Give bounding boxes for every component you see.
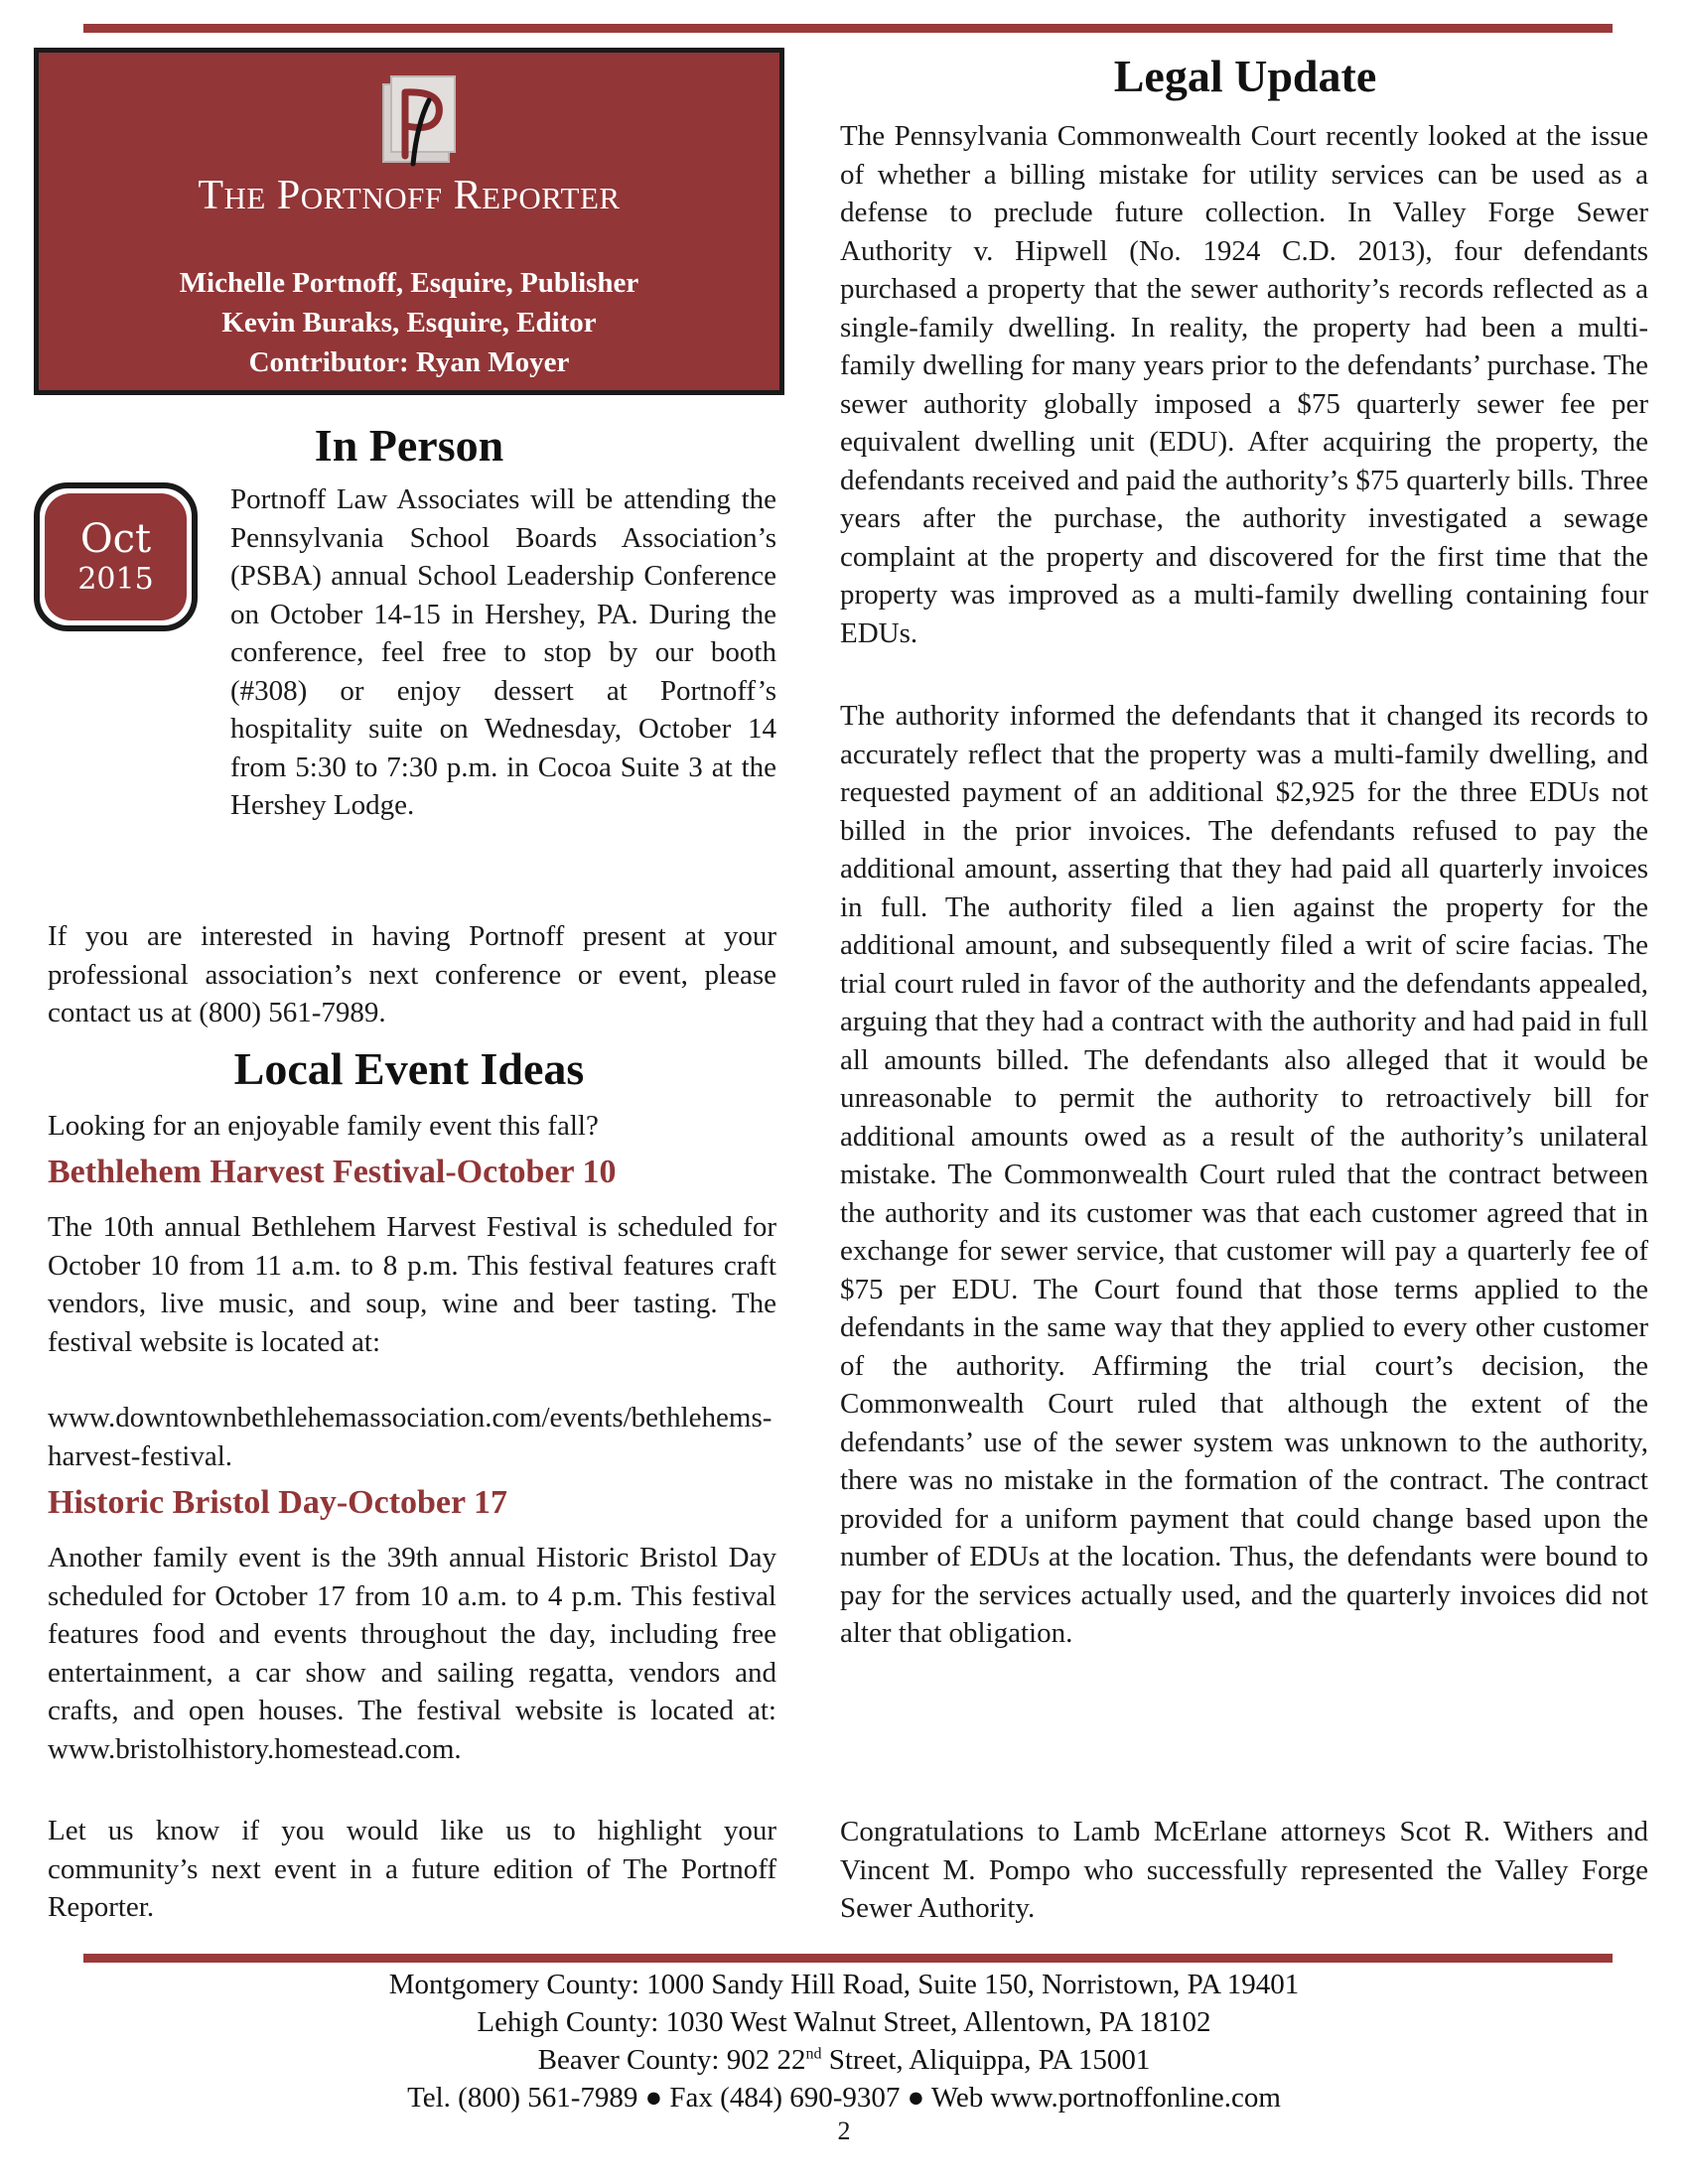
footer-beaver: Beaver County: 902 22nd Street, Aliquippa, PA 15001 [537,2044,1151,2076]
in-person-body: Portnoff Law Associates will be attending the Pennsylvania School Boards Association’s (PSBA) annual School Leadership Conference on October 14-15 in Hershey, PA. During the conference, feel free to stop by our booth (#308) or enjoy dessert at Portnoff’s hospitality suite on Wednesday, October 14 from 5:30 to 7:30 p.m. in Cocoa Suite 3 at the Hershey Lodge. [230,483,776,821]
footer-contact: Tel. (800) 561-7989 ● Fax (484) 690-9307 ● Web www.portnoffonline.com [407,2082,1281,2114]
date-badge [34,482,198,631]
legal-para-2: The authority informed the defendants that it changed its records to accurately reflect that the property was a multi-family dwelling, and requested payment of an additional $2,925 for the three EDUs not billed in the prior invoices. The defendants refused to pay the additional amount, asserting that they had paid all quarterly invoices in full. The authority filed a lien against the property for the additional amount, and subsequently filed a writ of scire facias. The trial court ruled in favor of the authority and the defendants appealed, arguing that they had a contract with the authority and had paid in full all amounts billed. The defendants also alleged that it would be unreasonable to permit the authority to retroactively bill for additional amounts owed as a result of the authority’s unilateral mistake. The Commonwealth Court ruled that the contract between the authority and its customer was that each customer agreed that in exchange for sewer service, that customer will pay a quarterly fee of $75 per EDU. The Court found that those terms applied to the defendants in the same way that they applied to every other customer of the authority. Affirming the trial court’s decision, the Commonwealth Court ruled that although the extent of the defendants’ use of the sewer system was unknown to the authority, there was no mistake in the formation of the contract. The contract provided for a uniform payment that could change based upon the number of EDUs at the location. Thus, the defendants were bound to pay for the services actually used, and the quarterly invoices did not alter that obligation. [840,700,1648,1649]
date-badge-month: Oct [79,516,152,562]
local-events-heading: Local Event Ideas [233,1043,585,1094]
local-events-intro: Looking for an enjoyable family event this fall? [48,1110,599,1142]
footer-addresses [0,1966,1688,2116]
legal-update-heading: Legal Update [1113,51,1377,101]
event1-url: www.downtownbethlehemassociation.com/events/bethlehems-harvest-festival. [48,1402,773,1472]
in-person-heading: In Person [314,420,504,471]
event2-body: Another family event is the 39th annual Historic Bristol Day scheduled for October 17 from 10 a.m. to 4 p.m. This festival features food and events throughout the day, including free entertainment, a car show and sailing regatta, vendors and crafts, and open houses. The festival website is located at: www.bristolhistory.homestead.com. [48,1542,776,1765]
footer-montgomery: Montgomery County: 1000 Sandy Hill Road, Suite 150, Norristown, PA 19401 [388,1969,1300,2000]
in-person-contact: If you are interested in having Portnoff present at your professional association’s next conference or event, please contact us at (800) 561-7989. [48,920,776,1028]
masthead-credits [39,263,779,382]
portnoff-logo-icon [377,74,461,172]
editor-line: Kevin Buraks, Esquire, Editor [221,307,597,339]
bottom-rule [83,1954,1613,1963]
top-rule [83,24,1613,33]
event1-body: The 10th annual Bethlehem Harvest Festival is scheduled for October 10 from 11 a.m. to 8 p.m. This festival features craft vendors, live music, and soup, wine and beer tasting. The festival website is located at: [48,1211,776,1358]
masthead [34,48,784,395]
footer-lehigh: Lehigh County: 1030 West Walnut Street, Allentown, PA 18102 [477,2006,1211,2038]
page-number: 2 [837,2116,851,2145]
event1-title: Bethlehem Harvest Festival-October 10 [48,1154,617,1190]
date-badge-year: 2015 [77,562,154,597]
contributor-line: Contributor: Ryan Moyer [248,346,570,378]
event2-title: Historic Bristol Day-October 17 [48,1484,508,1521]
publication-title: THE PORTNOFF REPORTER [198,173,621,218]
legal-para-3: Congratulations to Lamb McErlane attorneys Scot R. Withers and Vincent M. Pompo who successfully represented the Valley Forge Sewer Authority. [840,1816,1648,1924]
publisher-line: Michelle Portnoff, Esquire, Publisher [179,267,639,299]
legal-para-1: The Pennsylvania Commonwealth Court recently looked at the issue of whether a billing mistake for utility services can be used as a defense to preclude future collection. In Valley Forge Sewer Authority v. Hipwell (No. 1924 C.D. 2013), four defendants purchased a property that the sewer authority’s records reflected as a single-family dwelling. In reality, the property had been a multi-family dwelling for many years prior to the defendants’ purchase. The sewer authority globally imposed a $75 quarterly sewer fee per equivalent dwelling unit (EDU). After acquiring the property, the defendants received and paid the authority’s $75 quarterly bills. Three years after the purchase, the authority investigated a sewage complaint at the property and discovered for the first time that the property was improved as a multi-family dwelling containing four EDUs. [840,120,1648,649]
local-events-closing: Let us know if you would like us to highlight your community’s next event in a future edition of The Portnoff Reporter. [48,1815,776,1923]
